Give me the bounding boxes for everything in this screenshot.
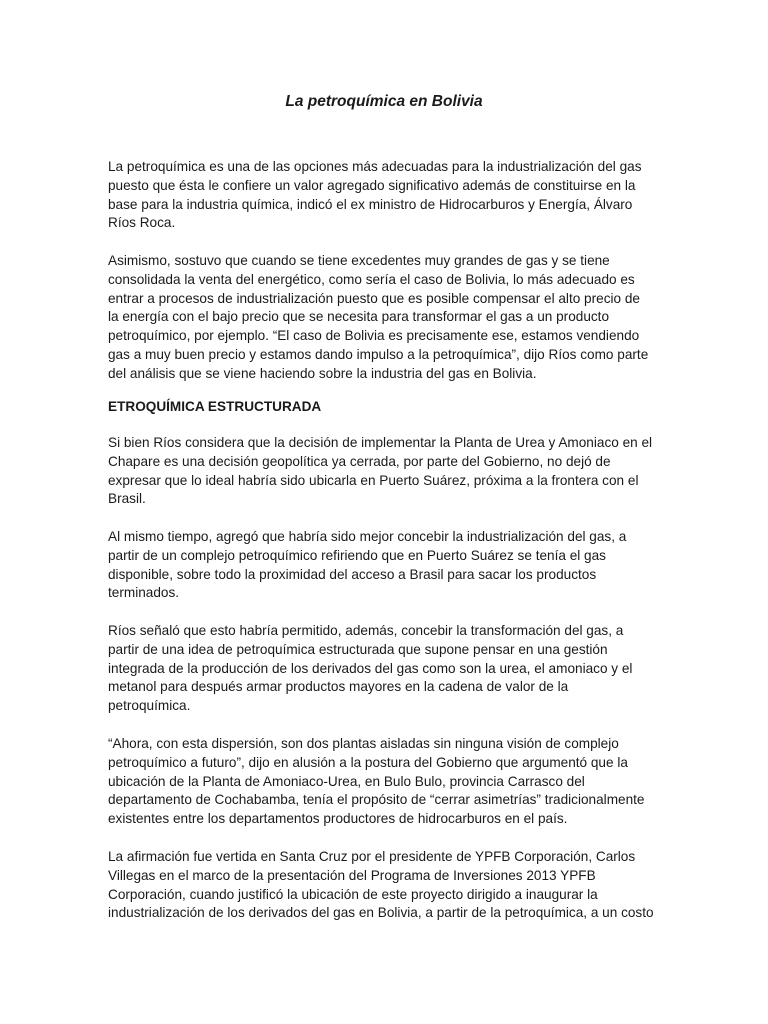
text-line: consolidada la venta del energético, como sería el caso de Bolivia, lo más adecuado es	[108, 271, 635, 287]
paragraph-la-afirmacion	[108, 848, 688, 923]
paragraph-al-mismo-tiempo	[108, 528, 688, 603]
text-line: del análisis que se viene haciendo sobre la industria del gas en Bolivia.	[108, 365, 537, 381]
paragraph-intro	[108, 158, 688, 233]
text-line: base para la industria química, indicó el ex ministro de Hidrocarburos y Energía, Álvaro	[108, 196, 633, 212]
text-line: metanol para después armar productos mayores en la cadena de valor de la	[108, 679, 569, 695]
paragraph-ahora	[108, 735, 688, 829]
text-line: integrada de la producción de los derivados del gas como son la urea, el amoniaco y el	[108, 660, 633, 676]
text-line: Asimismo, sostuvo que cuando se tiene excedentes muy grandes de gas y se tiene	[108, 253, 610, 268]
text-line: Corporación, cuando justificó la ubicación de este proyecto dirigido a inaugurar la	[108, 886, 598, 902]
text-line: partir de una idea de petroquímica estructurada que supone pensar en una gestión	[108, 641, 608, 657]
text-line: petroquímico a futuro”, dijo en alusión a la postura del Gobierno que argumentó que la	[108, 754, 628, 770]
text-line: Al mismo tiempo, agregó que habría sido mejor concebir la industrialización del gas, a	[108, 529, 627, 544]
text-line: Ríos señaló que esto habría permitido, además, concebir la transformación del gas, a	[108, 623, 624, 638]
text-line: disponible, sobre todo la proximidad del acceso a Brasil para sacar los productos	[108, 566, 597, 582]
text-line: expresar que lo ideal habría sido ubicarla en Puerto Suárez, próxima a la frontera con el	[108, 472, 639, 488]
text-line: entrar a procesos de industrialización puesto que es posible compensar el alto precio de	[108, 290, 640, 306]
text-line: ubicación de la Planta de Amoniaco-Urea, en Bulo Bulo, provincia Carrasco del	[108, 773, 585, 789]
section-subheading: ETROQUÍMICA ESTRUCTURADA	[108, 399, 322, 414]
text-line: La afirmación fue vertida en Santa Cruz por el presidente de YPFB Corporación, Carlos	[108, 849, 636, 864]
text-line: Ríos Roca.	[108, 215, 176, 231]
text-line: industrialización de los derivados del gas en Bolivia, a partir de la petroquímica, a un costo	[108, 905, 654, 921]
text-line: petroquímico, por ejemplo. “El caso de Bolivia es precisamente ese, estamos vendiendo	[108, 328, 640, 344]
paragraph-rios-senalo	[108, 622, 688, 716]
text-line: Villegas en el marco de la presentación del Programa de Inversiones 2013 YPFB	[108, 867, 596, 883]
text-line: La petroquímica es una de las opciones más adecuadas para la industrialización del gas	[108, 159, 642, 174]
document-title: La petroquímica en Bolivia	[285, 93, 483, 110]
text-line: la energía con el bajo precio que se necesita para transformar el gas a un producto	[108, 309, 610, 325]
text-line: Chapare es una decisión geopolítica ya cerrada, por parte del Gobierno, no dejó de	[108, 453, 611, 469]
text-line: departamento de Cochabamba, tenía el propósito de “cerrar asimetrías” tradicionalmente	[108, 792, 645, 808]
paragraph-asimismo	[108, 252, 688, 384]
text-line: Si bien Ríos considera que la decisión de implementar la Planta de Urea y Amoniaco en el	[108, 435, 653, 450]
text-line: petroquímica.	[108, 698, 191, 714]
text-line: partir de un complejo petroquímico refiriendo que en Puerto Suárez se tenía el gas	[108, 547, 606, 563]
text-line: puesto que ésta le confiere un valor agregado significativo además de constituirse en la	[108, 177, 636, 193]
text-line: Brasil.	[108, 491, 146, 507]
text-line: “Ahora, con esta dispersión, son dos plantas aisladas sin ninguna visión de complejo	[108, 736, 619, 751]
text-line: terminados.	[108, 585, 180, 601]
paragraph-si-bien	[108, 434, 688, 509]
text-line: gas a muy buen precio y estamos dando impulso a la petroquímica”, dijo Ríos como parte	[108, 346, 649, 362]
text-line: existentes entre los departamentos productores de hidrocarburos en el país.	[108, 811, 568, 827]
